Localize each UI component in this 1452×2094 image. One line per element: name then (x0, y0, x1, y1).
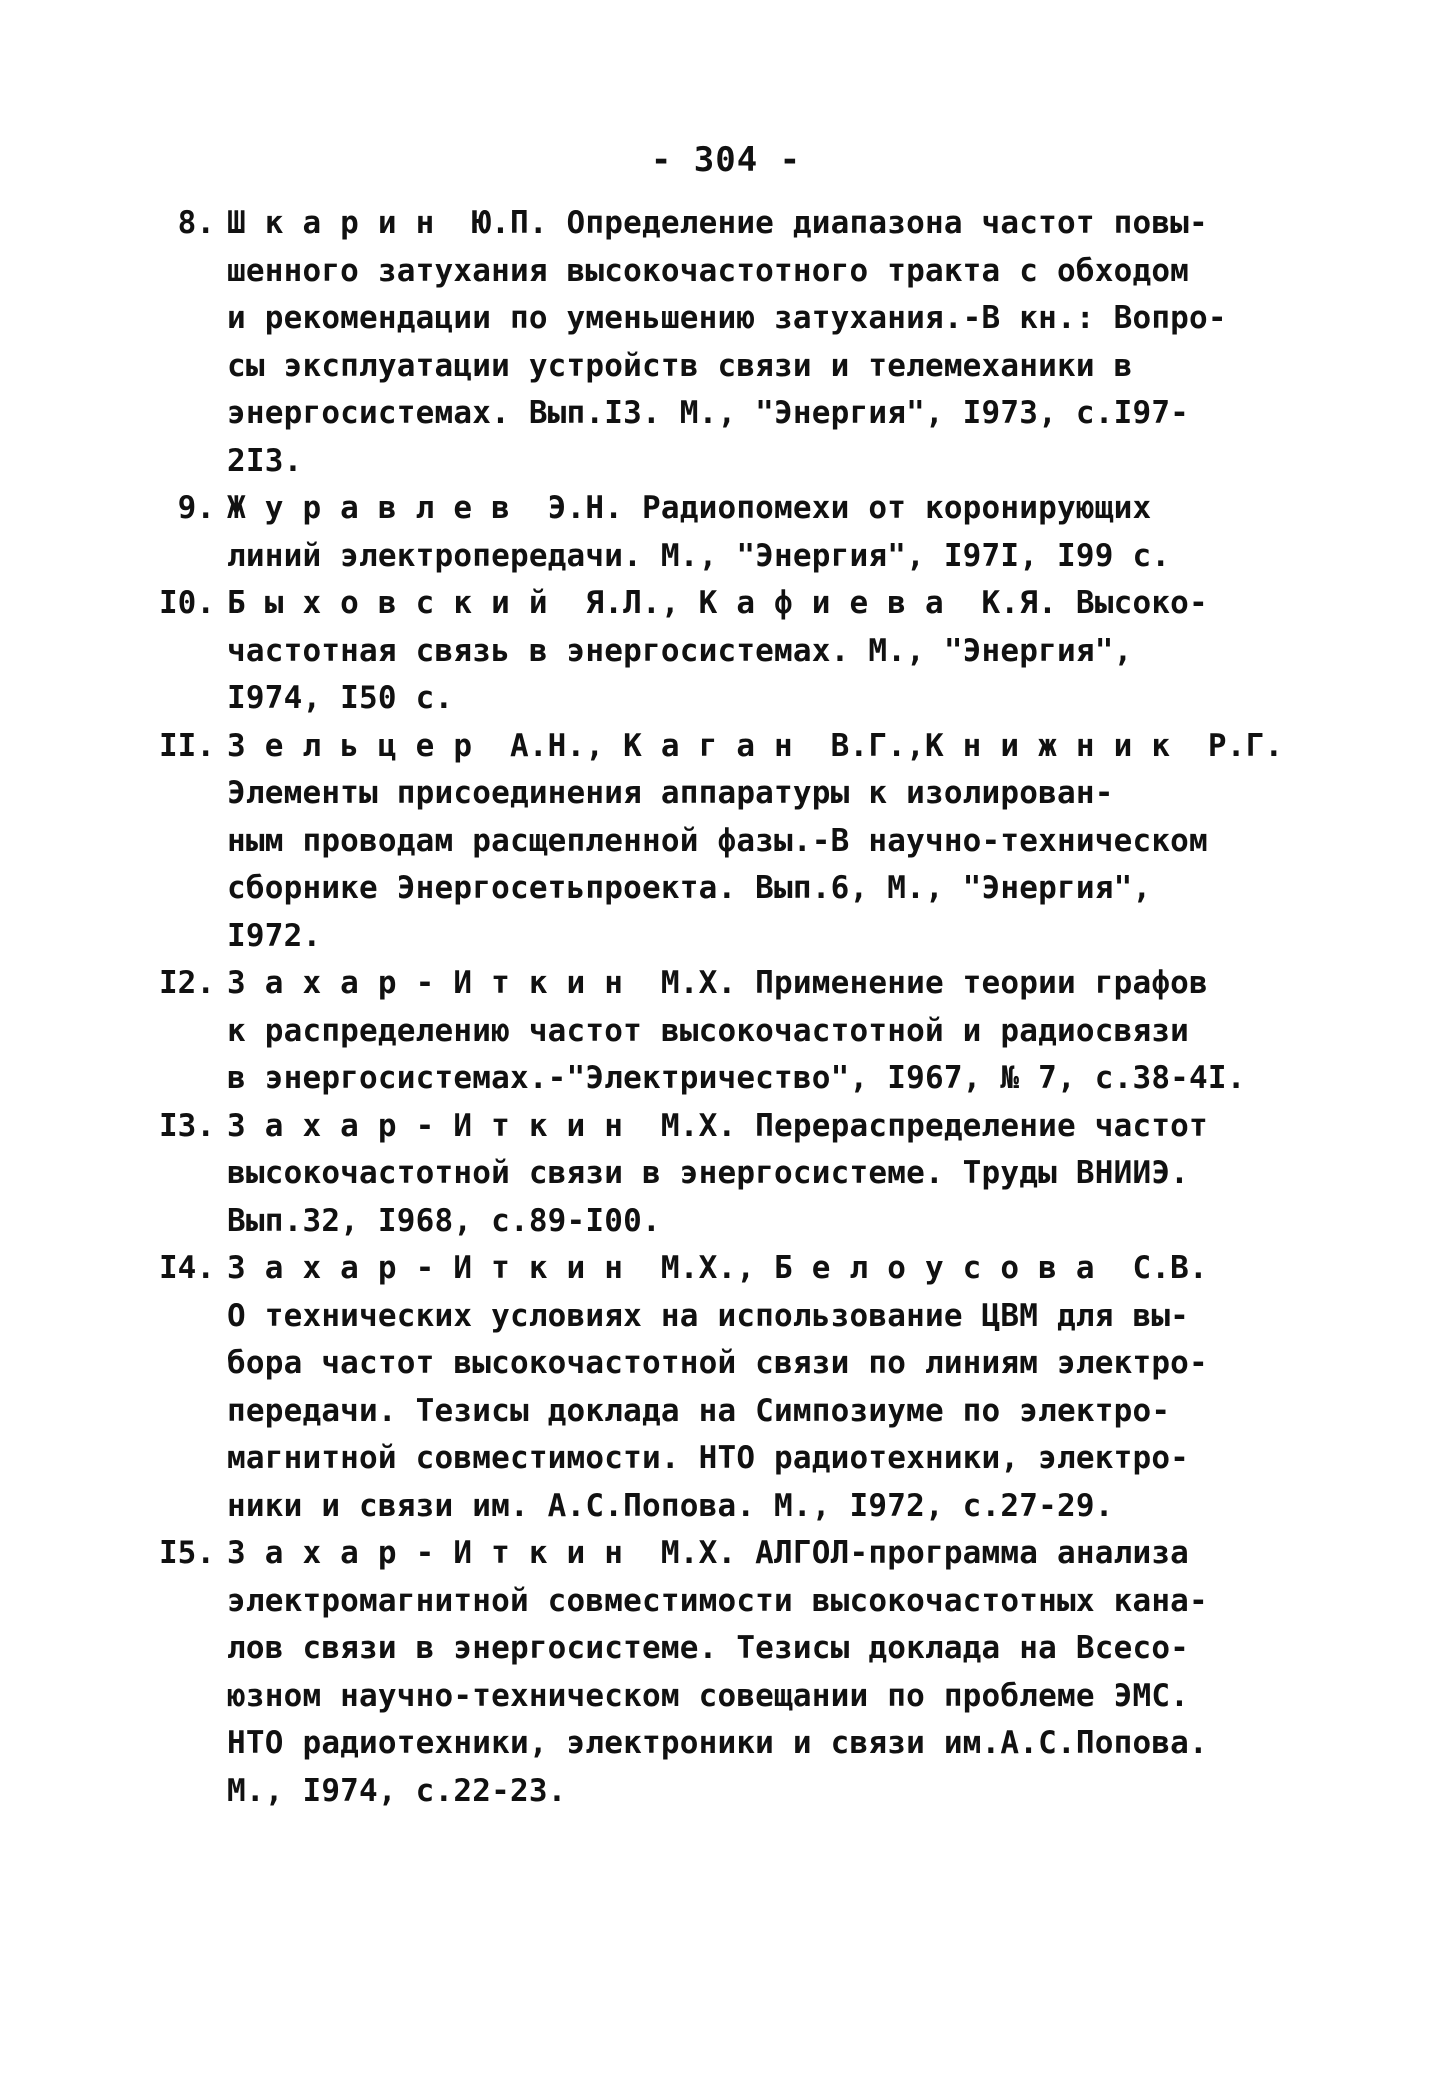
reference-line: З а х а р - И т к и н М.Х. Применение теории графов (227, 965, 1208, 1001)
reference-line: лов связи в энергосистеме. Тезисы доклада на Всесо- (227, 1630, 1190, 1666)
reference-number: 9. (177, 490, 215, 526)
reference-text (227, 960, 1330, 1103)
reference-line: сы эксплуатации устройств связи и телемеханики в (227, 347, 1133, 384)
reference-number: I5. (159, 1535, 215, 1571)
reference-line: Элементы присоединения аппаратуры к изолирован- (227, 775, 1114, 811)
reference-number: I4. (159, 1250, 215, 1286)
reference-line: сборнике Энергосетьпроекта. Вып.6, М., "Энергия", (227, 870, 1152, 906)
reference-text (227, 1530, 1330, 1815)
reference-number: II. (159, 727, 215, 764)
reference-line: I972. (227, 917, 322, 954)
reference-line: З а х а р - И т к и н М.Х., Б е л о у с о в а С.В. (227, 1250, 1208, 1286)
reference-text (227, 200, 1330, 485)
reference-entry (150, 485, 1330, 580)
reference-number: I2. (159, 965, 215, 1001)
reference-text (227, 723, 1330, 961)
reference-line: в энергосистемах.-"Электричество", I967, № 7, с.38-4I. (227, 1060, 1246, 1096)
reference-line: ники и связи им. А.С.Попова. М., I972, с.27-29. (227, 1487, 1114, 1524)
reference-line: Вып.32, I968, с.89-I00. (227, 1202, 661, 1239)
reference-entry (150, 1530, 1330, 1815)
reference-line: передачи. Тезисы доклада на Симпозиуме по электро- (227, 1392, 1171, 1429)
reference-entry (150, 960, 1330, 1103)
reference-number: I3. (159, 1107, 215, 1144)
reference-number: I0. (159, 585, 215, 621)
reference-line: магнитной совместимости. НТО радиотехники, электро- (227, 1440, 1190, 1476)
reference-line: Ш к а р и н Ю.П. Определение диапазона частот повы- (227, 205, 1208, 241)
reference-text (227, 1103, 1330, 1246)
page-number: - 304 - (650, 140, 802, 180)
reference-line: З а х а р - И т к и н М.Х. Перераспределение частот (227, 1107, 1208, 1144)
reference-number: 8. (177, 205, 215, 241)
reference-line: М., I974, с.22-23. (227, 1772, 567, 1809)
reference-line: З а х а р - И т к и н М.Х. АЛГОЛ-программа анализа (227, 1535, 1190, 1571)
reference-line: Б ы х о в с к и й Я.Л., К а ф и е в а К.Я. Высоко- (227, 585, 1208, 621)
reference-line: I974, I50 с. (227, 680, 454, 716)
reference-entry (150, 580, 1330, 723)
reference-line: к распределению частот высокочастотной и радиосвязи (227, 1012, 1190, 1049)
reference-text (227, 1245, 1330, 1530)
reference-line: юзном научно-техническом совещании по проблеме ЭМС. (227, 1677, 1190, 1714)
reference-text (227, 485, 1330, 580)
reference-line: и рекомендации по уменьшению затухания.-В кн.: Вопро- (227, 300, 1227, 336)
reference-entry (150, 1245, 1330, 1530)
reference-line: высокочастотной связи в энергосистеме. Труды ВНИИЭ. (227, 1155, 1190, 1191)
reference-line: частотная связь в энергосистемах. М., "Энергия", (227, 632, 1133, 669)
reference-line: линий электропередачи. М., "Энергия", I97I, I99 с. (227, 537, 1171, 574)
reference-line: ным проводам расщепленной фазы.-В научно-техническом (227, 822, 1208, 859)
reference-line: электромагнитной совместимости высокочастотных кана- (227, 1582, 1208, 1619)
reference-line: бора частот высокочастотной связи по линиям электро- (227, 1345, 1208, 1381)
reference-line: З е л ь ц е р А.Н., К а г а н В.Г.,К н и ж н и к Р.Г. (227, 727, 1284, 764)
reference-line: О технических условиях на использование ЦВМ для вы- (227, 1297, 1190, 1334)
reference-line: энергосистемах. Вып.I3. М., "Энергия", I973, с.I97- (227, 395, 1190, 431)
reference-entry (150, 200, 1330, 485)
reference-line: шенного затухания высокочастотного тракта с обходом (227, 252, 1190, 289)
reference-list (150, 200, 1330, 1815)
reference-line: НТО радиотехники, электроники и связи им.А.С.Попова. (227, 1725, 1208, 1761)
reference-line: 2I3. (227, 442, 303, 479)
reference-entry (150, 1103, 1330, 1246)
reference-text (227, 580, 1330, 723)
reference-entry (150, 723, 1330, 961)
reference-line: Ж у р а в л е в Э.Н. Радиопомехи от коронирующих (227, 490, 1152, 526)
